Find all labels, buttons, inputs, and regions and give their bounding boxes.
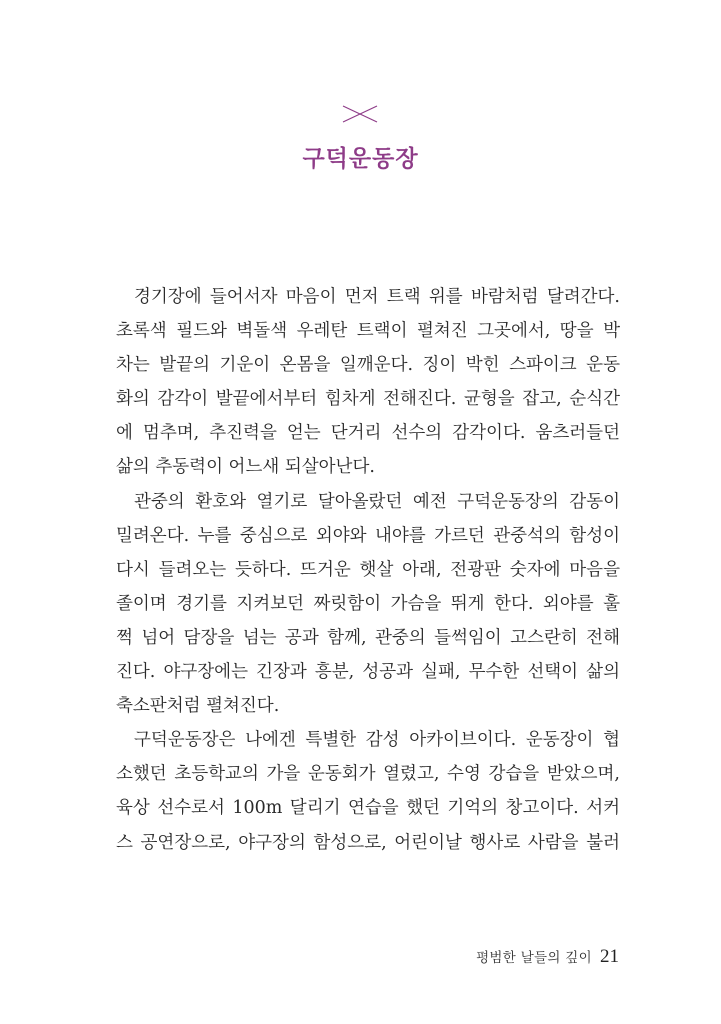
paragraph-3-line: 스 공연장으로, 야구장의 함성으로, 어린이날 행사로 사람을 불러 [116,832,620,853]
chapter-title: 구덕운동장 [302,146,419,172]
paragraph-2-line: 밀려온다. 누를 중심으로 외야와 내야를 가르던 관중석의 함성이 [116,525,620,546]
paragraph-2-line: 진다. 야구장에는 긴장과 흥분, 성공과 실패, 무수한 선택이 삶의 [116,662,620,683]
paragraph-3-line: 육상 선수로서 100m 달리기 연습을 했던 기억의 창고이다. 서커 [116,798,620,819]
paragraph-1-line: 초록색 필드와 벽돌색 우레탄 트랙이 펼쳐진 그곳에서, 땅을 박 [116,321,620,342]
paragraph-1-line: 차는 발끝의 기운이 온몸을 일깨운다. 징이 박힌 스파이크 운동 [116,355,620,376]
paragraph-1-line: 삶의 추동력이 어느새 되살아난다. [116,457,375,478]
paragraph-2-line: 다시 들려오는 듯하다. 뜨거운 햇살 아래, 전광판 숫자에 마음을 [116,559,620,580]
paragraph-3-line: 구덕운동장은 나에겐 특별한 감성 아카이브이다. 운동장이 협 [134,730,620,751]
body-text [116,280,620,860]
paragraph-2-line: 졸이며 경기를 지켜보던 짜릿함이 가슴을 뛰게 한다. 외야를 훌 [116,593,620,614]
paragraph-1-line: 에 멈추며, 추진력을 얻는 단거리 선수의 감각이다. 움츠러들던 [116,423,620,444]
paragraph-2-line: 관중의 환호와 열기로 달아올랐던 예전 구덕운동장의 감동이 [134,491,620,512]
page-footer [476,946,619,968]
crossed-lines-ornament-icon [340,104,380,124]
paragraph-2-line: 쩍 넘어 담장을 넘는 공과 함께, 관중의 들썩임이 고스란히 전해 [116,627,620,648]
paragraph-1-line: 경기장에 들어서자 마음이 먼저 트랙 위를 바람처럼 달려간다. [134,287,620,307]
page-number: 21 [600,946,619,967]
running-footer-book-title: 평범한 날들의 깊이 [476,950,592,966]
paragraph-1-line: 화의 감각이 발끝에서부터 힘차게 전해진다. 균형을 잡고, 순식간 [116,389,620,410]
paragraph-3-line: 소했던 초등학교의 가을 운동회가 열렸고, 수영 강습을 받았으며, [116,764,620,785]
paragraph-2-line: 축소판처럼 펼쳐진다. [116,696,280,717]
